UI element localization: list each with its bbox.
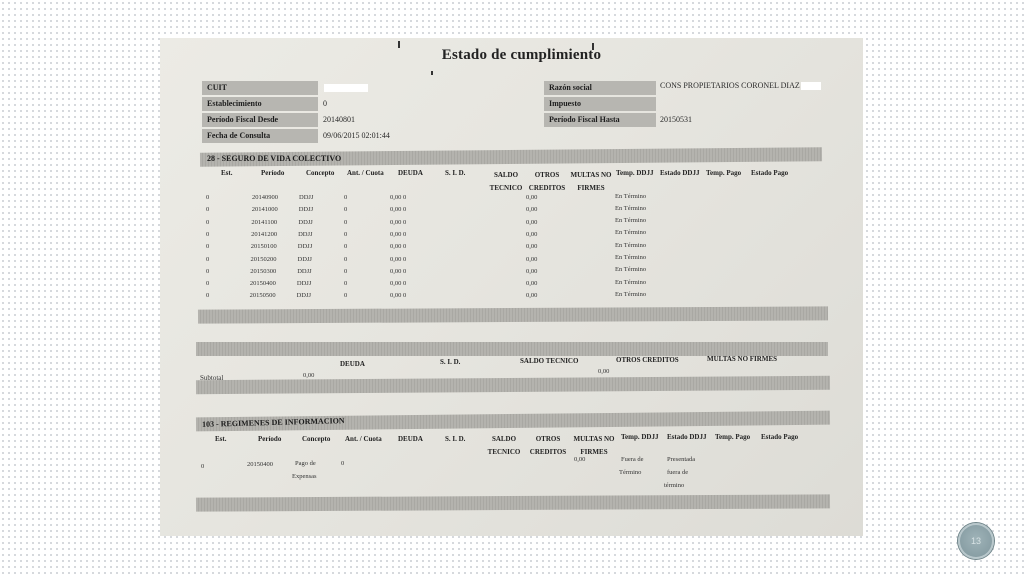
col-est: Est. — [221, 169, 233, 177]
s2-cuota: 0 — [341, 460, 345, 467]
cell-otros: 0,00 — [526, 267, 538, 275]
periodo-hasta-value: 20150531 — [660, 115, 692, 124]
section1-title: 28 - SEGURO DE VIDA COLECTIVO — [207, 154, 342, 163]
cell-temp: En Término — [615, 254, 647, 261]
cell-deuda: 0,00 0 — [390, 292, 407, 300]
cell-otros: 0,00 — [526, 243, 538, 251]
col-concepto: Concepto — [306, 169, 335, 177]
cell-deuda: 0,00 0 — [390, 230, 407, 238]
section2-bottom-band — [196, 494, 830, 511]
cell-otros: 0,00 — [526, 292, 538, 300]
periodo-hasta-label: Período Fiscal Hasta — [544, 113, 656, 127]
cell-est: 0 — [206, 267, 210, 275]
cell-cuota: 0 — [344, 255, 348, 263]
cell-concepto: DDJJ — [296, 292, 312, 300]
cell-deuda: 0,00 0 — [390, 206, 407, 214]
establecimiento-value: 0 — [323, 99, 327, 108]
col2-sid: S. I. D. — [445, 435, 466, 443]
col2-temp-pago: Temp. Pago — [715, 433, 751, 441]
cell-otros: 0,00 — [526, 218, 538, 226]
s2-estado-2: fuera de — [667, 469, 689, 476]
subtotal-col-sid: S. I. D. — [440, 358, 461, 366]
subtotal-col-deuda: DEUDA — [340, 360, 365, 368]
s2-est: 0 — [201, 463, 205, 470]
col-multas: MULTAS NO FIRMES — [570, 171, 612, 192]
cell-temp: En Término — [615, 217, 647, 225]
cell-otros: 0,00 — [526, 230, 538, 238]
subtotal-bottom-band — [196, 376, 830, 394]
col2-estado-ddjj: Estado DDJJ — [667, 433, 707, 441]
cell-concepto: DDJJ — [299, 194, 314, 201]
cell-temp: En Término — [615, 278, 647, 286]
scanned-document — [160, 38, 863, 536]
impuesto-label: Impuesto — [544, 97, 656, 111]
cell-est: 0 — [206, 292, 210, 300]
subtotal-band — [196, 342, 828, 356]
col-otros-creditos: OTROS CREDITOS — [528, 171, 566, 192]
col2-concepto: Concepto — [302, 435, 331, 443]
razon-social-label: Razón social — [544, 81, 656, 95]
cell-deuda: 0,00 0 — [390, 280, 407, 288]
cell-otros: 0,00 — [526, 194, 538, 201]
cell-est: 0 — [206, 255, 210, 263]
s2-concepto-2: Expensas — [292, 473, 317, 480]
col-temp-pago: Temp. Pago — [706, 169, 742, 177]
cell-cuota: 0 — [344, 194, 348, 201]
cell-deuda: 0,00 0 — [390, 255, 407, 263]
col2-cuota: Ant. / Cuota — [345, 435, 382, 443]
periodo-desde-value: 20140801 — [323, 115, 355, 124]
cell-periodo: 20150500 — [249, 292, 276, 300]
cell-temp: En Término — [615, 229, 647, 237]
cell-otros: 0,00 — [526, 206, 538, 214]
cell-est: 0 — [206, 194, 210, 201]
col-sid: S. I. D. — [445, 169, 466, 177]
document-title: Estado de cumplimiento — [441, 47, 602, 63]
cell-otros: 0,00 — [526, 255, 538, 263]
s2-concepto-1: Pago de — [295, 460, 316, 467]
cell-est: 0 — [206, 230, 210, 238]
col-deuda: DEUDA — [398, 169, 423, 177]
cell-temp: En Término — [615, 204, 647, 212]
subtotal-deuda: 0,00 — [303, 372, 315, 379]
cell-cuota: 0 — [344, 243, 348, 251]
scan-speck — [431, 71, 433, 75]
redaction-mark — [324, 84, 368, 92]
s2-estado-3: término — [664, 482, 685, 489]
cell-concepto: DDJJ — [298, 230, 313, 238]
col2-deuda: DEUDA — [398, 435, 423, 443]
cuit-label: CUIT — [202, 81, 318, 95]
cell-cuota: 0 — [344, 280, 348, 288]
cell-periodo: 20141100 — [251, 218, 278, 226]
col2-estado-pago: Estado Pago — [761, 433, 799, 441]
cell-temp: En Término — [615, 192, 647, 200]
cell-est: 0 — [206, 206, 210, 214]
col-cuota: Ant. / Cuota — [347, 169, 384, 177]
fecha-consulta-label: Fecha de Consulta — [202, 129, 318, 143]
col2-otros-creditos: OTROS CREDITOS — [529, 435, 567, 456]
s2-periodo: 20150400 — [247, 461, 273, 468]
col-periodo: Período — [261, 169, 285, 177]
col-saldo-tecnico: SALDO TECNICO — [489, 171, 523, 192]
subtotal-otros: 0,00 — [598, 368, 610, 375]
cell-concepto: DDJJ — [297, 267, 312, 275]
periodo-desde-label: Período Fiscal Desde — [202, 113, 318, 127]
col-temp-ddjj: Temp. DDJJ — [616, 169, 654, 177]
s2-temp-2: Término — [619, 469, 642, 476]
cell-concepto: DDJJ — [297, 255, 312, 263]
cell-cuota: 0 — [344, 230, 348, 238]
col2-multas: MULTAS NO FIRMES — [573, 435, 615, 456]
cell-cuota: 0 — [344, 292, 348, 300]
cell-periodo: 20141200 — [251, 230, 278, 238]
cell-concepto: DDJJ — [296, 280, 312, 288]
col-estado-ddjj: Estado DDJJ — [660, 169, 700, 177]
cell-deuda: 0,00 0 — [390, 243, 407, 251]
cell-periodo: 20150300 — [250, 267, 277, 275]
cell-periodo: 20150400 — [249, 280, 276, 288]
cell-est: 0 — [206, 218, 210, 226]
fecha-consulta-value: 09/06/2015 02:01:44 — [323, 131, 390, 140]
slide-number: 13 — [970, 536, 981, 546]
cell-otros: 0,00 — [526, 280, 538, 288]
col-estado-pago: Estado Pago — [751, 169, 789, 177]
s2-multas: 0,00 — [574, 456, 586, 463]
razon-social-value: CONS PROPIETARIOS CORONEL DIAZ — [660, 81, 800, 90]
section2-title: 103 - REGIMENES DE INFORMACION — [201, 416, 345, 429]
cell-cuota: 0 — [344, 206, 348, 214]
col2-temp-ddjj: Temp. DDJJ — [621, 433, 659, 441]
cell-periodo: 20150100 — [250, 243, 277, 251]
col2-periodo: Período — [258, 435, 282, 443]
establecimiento-label: Establecimiento — [202, 97, 318, 111]
redaction-mark — [801, 82, 821, 90]
col2-saldo-tecnico: SALDO TECNICO — [487, 435, 521, 456]
cell-concepto: DDJJ — [297, 243, 313, 251]
cell-temp: En Término — [615, 266, 647, 274]
subtotal-col-saldo: SALDO TECNICO — [520, 357, 579, 365]
col2-est: Est. — [215, 435, 227, 443]
cell-deuda: 0,00 0 — [390, 267, 407, 275]
subtotal-col-otros: OTROS CREDITOS — [616, 356, 679, 364]
cell-temp: En Término — [615, 241, 647, 249]
cell-cuota: 0 — [344, 267, 348, 275]
cell-periodo: 20140900 — [252, 194, 278, 201]
cell-temp: En Término — [615, 290, 647, 298]
subtotal-col-multas: MULTAS NO FIRMES — [707, 355, 778, 363]
cell-deuda: 0,00 0 — [390, 218, 407, 226]
cell-est: 0 — [206, 280, 210, 288]
cell-periodo: 20150200 — [250, 255, 277, 263]
cell-concepto: DDJJ — [298, 218, 313, 226]
cell-concepto: DDJJ — [298, 206, 314, 214]
separator-band — [198, 306, 828, 323]
s2-estado-1: Presentada — [667, 456, 696, 463]
cell-cuota: 0 — [344, 218, 348, 226]
subtotal-label: Subtotal — [200, 374, 224, 382]
cell-deuda: 0,00 0 — [390, 194, 407, 201]
cell-est: 0 — [206, 243, 210, 251]
s2-temp-1: Fuera de — [621, 456, 644, 463]
cell-periodo: 20141000 — [251, 206, 278, 214]
